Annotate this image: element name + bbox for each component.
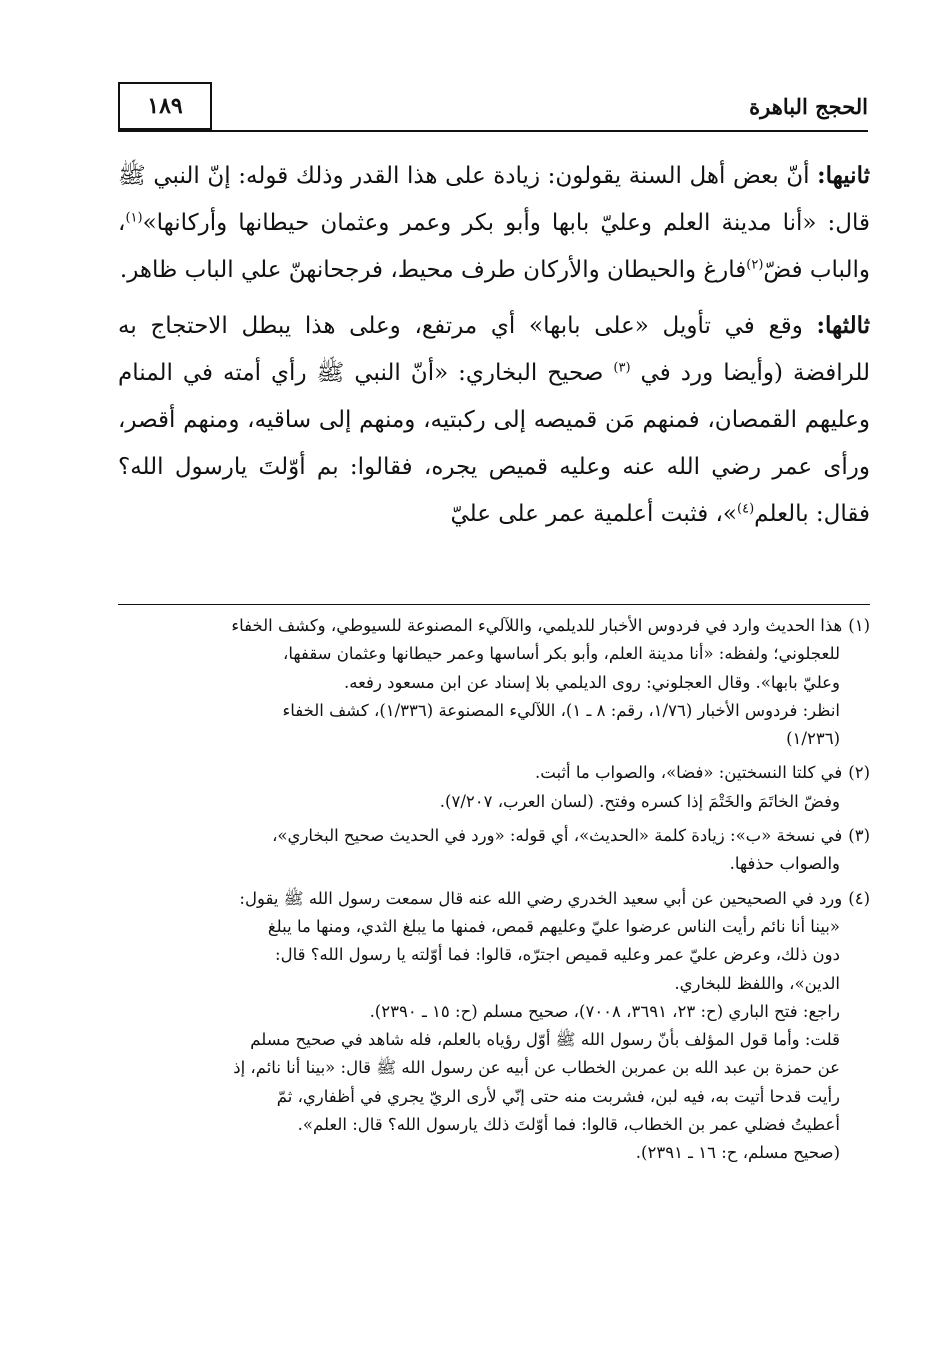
footnote-2 [118,759,870,816]
paragraph-second-point [118,152,870,294]
page-number: ١٨٩ [118,82,212,130]
footnote-line: (صحيح مسلم، ح: ١٦ ـ ٢٣٩١). [635,1143,840,1163]
footnote-number: (١) [848,616,870,635]
footnote-ref: (٢) [746,257,764,273]
paragraph-text: فارغ والحيطان والأركان طرف محيط، فرجحانهنّ علي الباب ظاهر. [119,257,747,283]
footnote-number: (٣) [848,826,870,846]
footnote-line: ورد في الصحيحين عن أبي سعيد الخدري رضي الله عنه قال سمعت رسول الله ﷺ يقول: [239,888,843,908]
paragraph-text: »، فثبت أعلمية عمر على عليّ [450,501,738,527]
footnote-ref: (١) [125,210,143,226]
footnote-line: هذا الحديث وارد في فردوس الأخبار للديلمي، واللآليء المصنوعة للسيوطي، وكشف الخفاء [231,616,843,635]
footnote-line: وعليّ بابها». وقال العجلوني: روى الديلمي بلا إسناد عن ابن مسعود رفعه. [344,672,840,692]
footnote-separator [118,604,870,605]
footnote-line: في كلتا النسختين: «فضا»، والصواب ما أثبت. [535,763,843,783]
paragraph-lead: ثانيها: [817,162,870,189]
paragraph-text: أنّ بعض أهل السنة يقولون: زيادة على هذا القدر وذلك قوله: إنّ النبي ﷺ قال: «أنا مدينة العلم وعليّ بابها وأبو بكر وعمر وعثمان حيطانها وأركانها» [118,163,870,236]
paragraph-text: صحيح البخاري: «أنّ النبي ﷺ رأي أمته في المنام وعليهم القمصان، فمنهم مَن قميصه إلى ركبتيه، ومنهم إلى ساقيه، ومنهم أقصر، ورأى عمر رضي الله عنه وعليه قميص يجره، فقالوا: بم أوّلتَ يارسول الله؟ فقال: بالعلم [118,360,870,527]
footnote-line: قلت: وأما قول المؤلف بأنّ رسول الله ﷺ أوّل رؤياه بالعلم، فله شاهد في صحيح مسلم [250,1030,840,1050]
footnote-line: أعطيتُ فضلي عمر بن الخطاب، قالوا: فما أوّلتَ ذلك يارسول الله؟ قال: العلم». [297,1115,840,1135]
paragraph-lead: ثالثها: [816,312,870,339]
paragraph-third-point [118,302,870,538]
footnote-ref: (٣) [613,360,631,376]
footnote-line: الدين»، واللفظ للبخاري. [674,973,840,993]
footnote-4 [118,885,870,1168]
footnote-line: في نسخة «ب»: زيادة كلمة «الحديث»، أي قوله: «ورد في الحديث صحيح البخاري»، [272,826,843,846]
footnote-1 [118,612,870,753]
footnote-line: دون ذلك، وعرض عليّ عمر وعليه قميص اجترّه، قالوا: فما أوّلته يا رسول الله؟ قال: [275,945,840,965]
footnote-number: (٤) [848,888,870,908]
footnote-line: للعجلوني؛ ولفظه: «أنا مدينة العلم، وأبو بكر أساسها وعمر حيطانها وعثمان سقفها، [283,644,840,664]
paragraph-text: وقع في تأويل «على بابها» أي مرتفع، وعلى هذا يبطل الاحتجاج به للرافضة (وأيضا ورد في [118,313,870,386]
footnote-line: والصواب حذفها. [729,854,840,874]
footnote-line: وفضّ الخاتَمَ والخَتْمَ إذا كسره وفتح. (لسان العرب، ٧/٢٠٧). [439,791,840,811]
footnote-line: «بينا أنا نائم رأيت الناس عرضوا عليّ وعليهم قمص، فمنها ما يبلغ الثدي، ومنها ما يبلغ [267,916,840,936]
paragraph-text: ، والباب فضّ [118,210,870,283]
footnote-line: (١/٢٣٦) [786,729,840,749]
footnote-line: انظر: فردوس الأخبار (١/٧٦، رقم: ٨ ـ ١)، اللآليء المصنوعة (١/٣٣٦)، كشف الخفاء [282,700,840,720]
page-header [118,82,868,134]
footnote-line: عن حمزة بن عبد الله بن عمربن الخطاب عن أبيه عن رسول الله ﷺ قال: «بينا أنا نائم، إذ [233,1058,840,1078]
header-rule [118,130,868,132]
footnote-line: راجع: فتح الباري (ح: ٢٣، ٣٦٩١، ٧٠٠٨)، صحيح مسلم (ح: ١٥ ـ ٢٣٩٠). [369,1001,840,1021]
footnote-ref: (٤) [737,501,755,517]
running-title: الحجج الباهرة [749,94,868,119]
footnote-line: رأيت قدحا أتيت به، فيه لبن، فشربت منه حتى إنّي لأرى الريّ يجري في أظفاري، ثمّ [276,1086,840,1106]
main-text [118,152,870,546]
footnote-number: (٢) [848,763,870,783]
footnotes [118,612,870,1174]
footnote-3 [118,822,870,879]
